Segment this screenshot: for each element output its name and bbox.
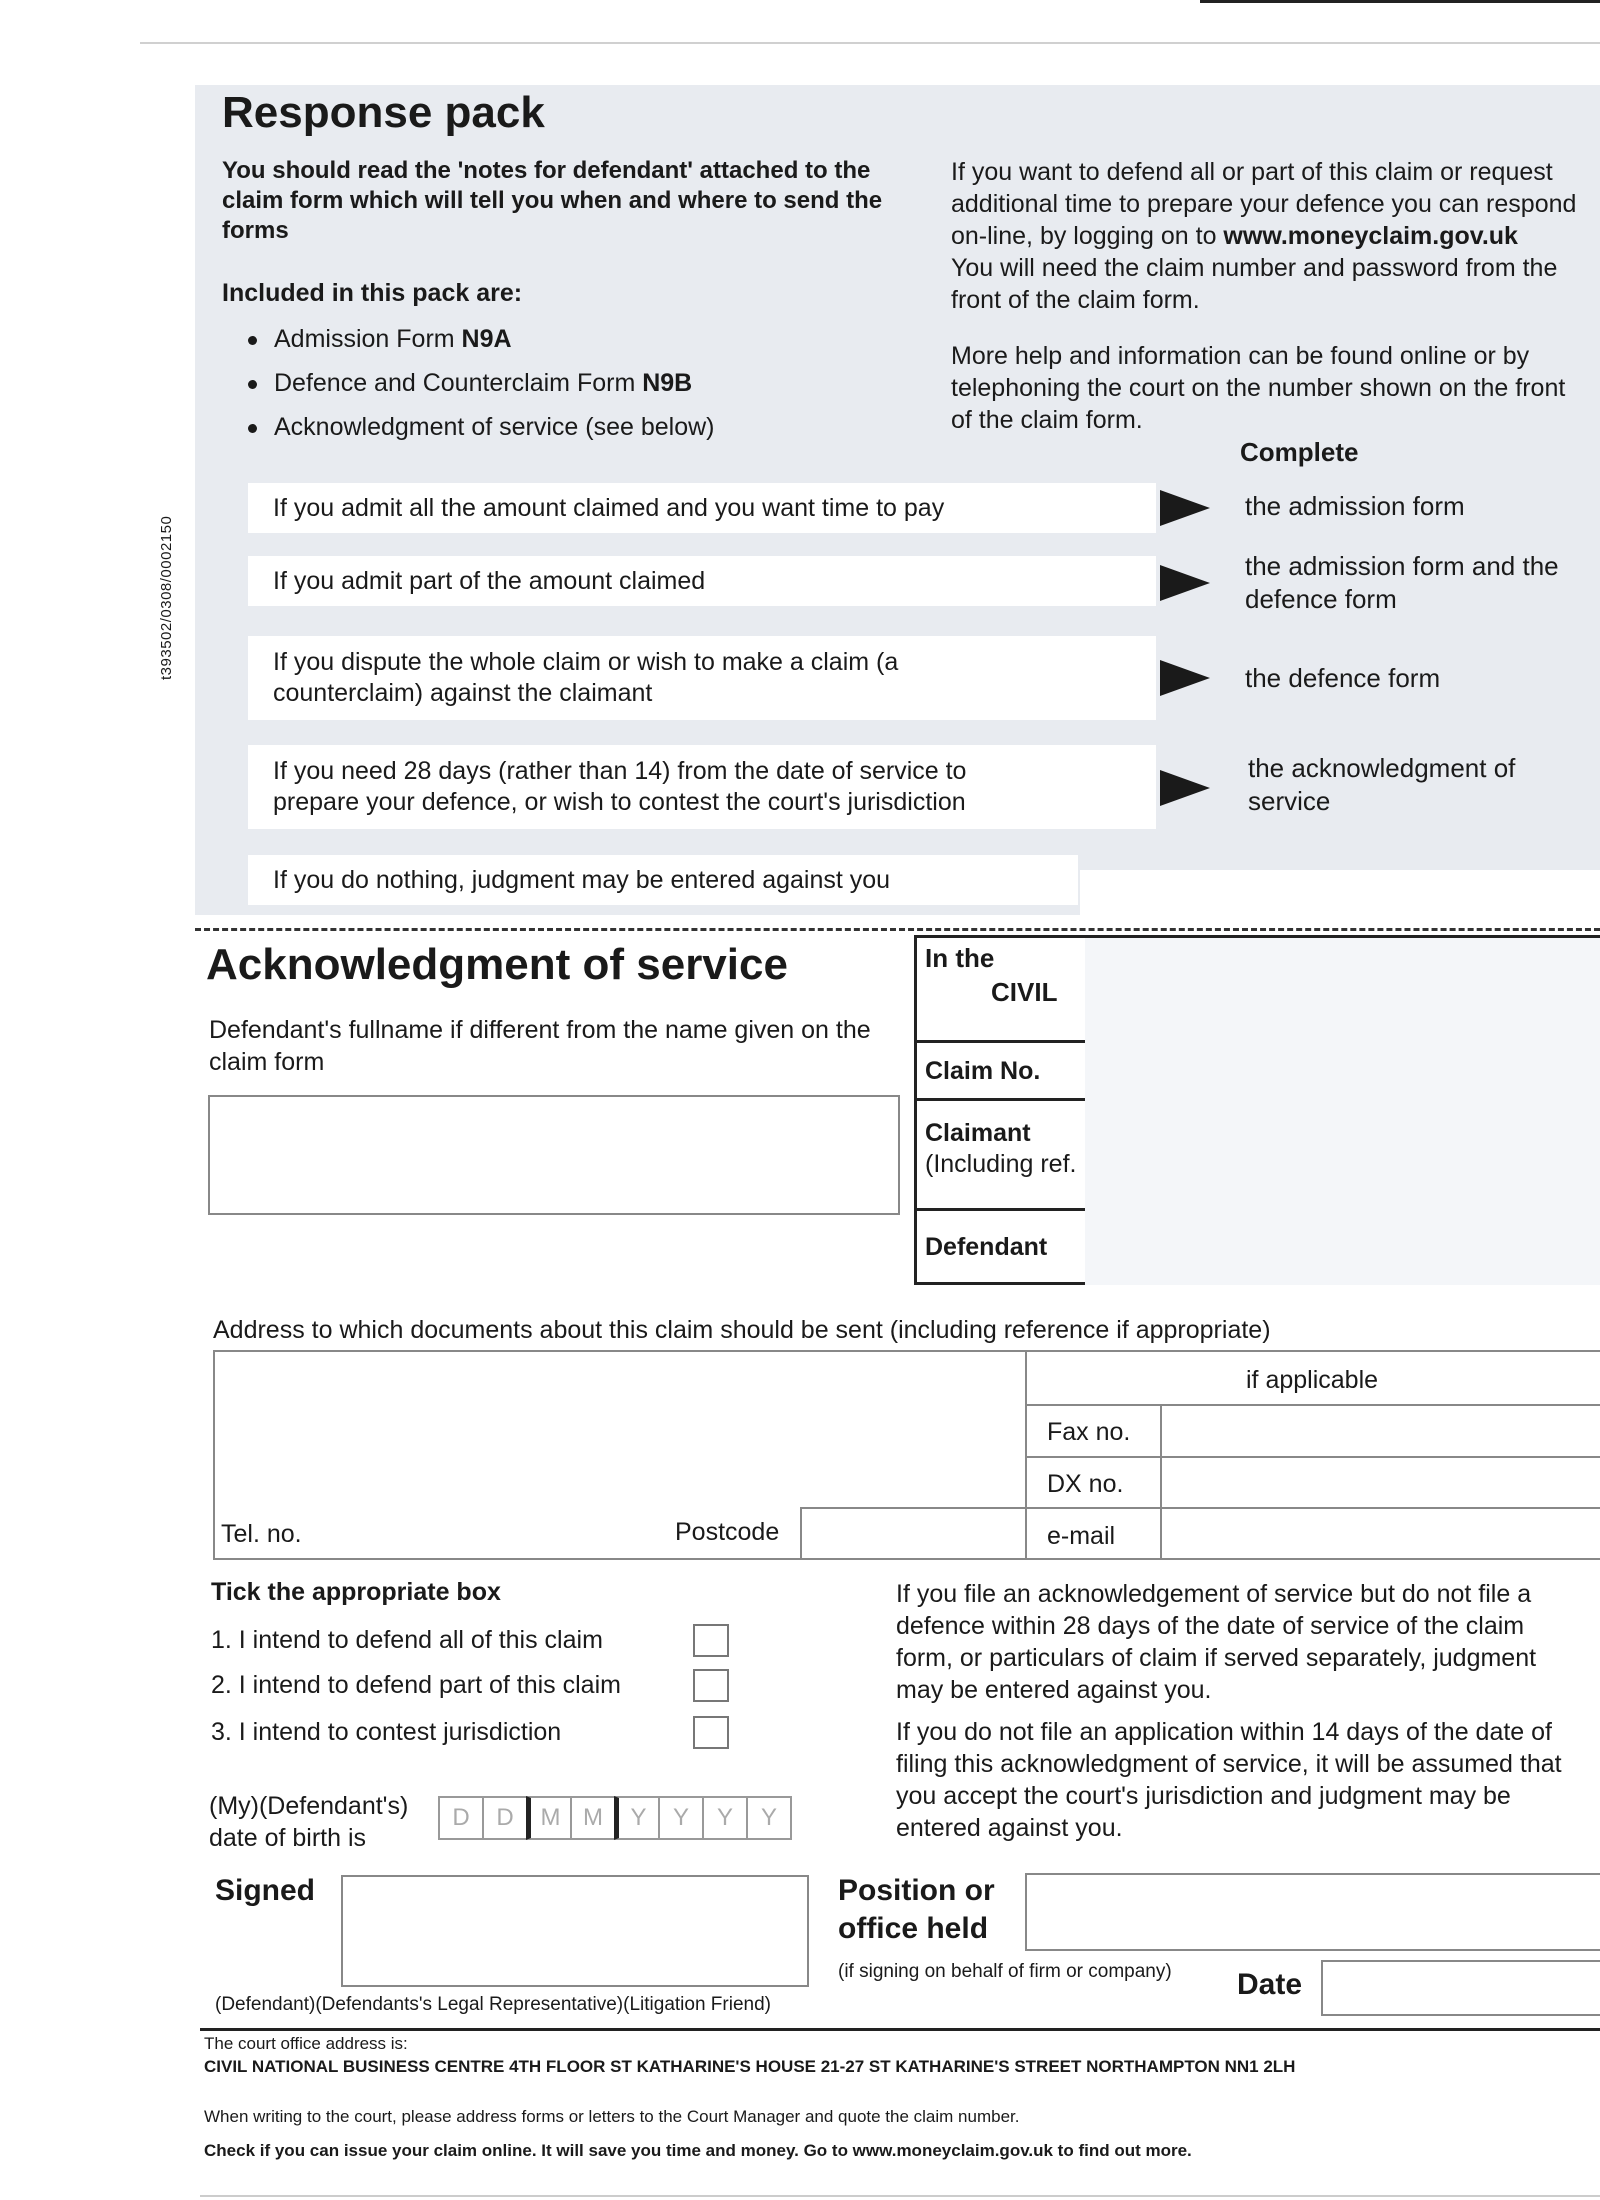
position-label: Position or office held xyxy=(838,1874,995,1945)
address-grid xyxy=(213,1350,1600,1560)
dob-day-1[interactable]: D xyxy=(438,1796,484,1840)
option-defend-all: 1. I intend to defend all of this claim xyxy=(211,1626,603,1654)
top-edge-line xyxy=(1200,0,1600,3)
complete-heading: Complete xyxy=(1240,437,1359,467)
action-admission-form: the admission form xyxy=(1245,491,1465,521)
court-address-label: The court office address is: xyxy=(204,2034,408,2053)
defendant-cell: Defendant xyxy=(925,1233,1048,1261)
arrow-icon xyxy=(1160,565,1210,601)
fax-label: Fax no. xyxy=(1047,1418,1131,1446)
claimant-cell: Claimant (Including ref. xyxy=(917,1101,1085,1211)
fullname-label: Defendant's fullname if different from the name given on the claim form xyxy=(209,1016,871,1076)
court-details-values xyxy=(1085,938,1600,1285)
list-item: Defence and Counterclaim Form N9B xyxy=(244,367,804,411)
claim-no-cell: Claim No. xyxy=(917,1043,1085,1101)
response-pack-intro: You should read the 'notes for defendant' attached to the claim form which will tell you when and where to send the forms xyxy=(222,157,883,244)
dob-input[interactable] xyxy=(438,1796,790,1840)
footer-rule xyxy=(200,2028,1600,2031)
condition-row-admit-part: If you admit part of the amount claimed xyxy=(248,556,1156,606)
side-form-code: t393502/0308/0002150 xyxy=(158,515,175,680)
cut-line xyxy=(195,928,1600,931)
moneyclaim-link[interactable]: www.moneyclaim.gov.uk xyxy=(1223,222,1518,250)
option-defend-part: 2. I intend to defend part of this claim xyxy=(211,1671,621,1699)
writing-note: When writing to the court, please address forms or letters to the Court Manager and quote the claim number. xyxy=(204,2107,1020,2126)
checkbox-defend-all[interactable] xyxy=(693,1624,729,1657)
condition-row-do-nothing: If you do nothing, judgment may be entered against you xyxy=(248,855,1078,905)
list-item: Acknowledgment of service (see below) xyxy=(244,411,804,455)
fax-input[interactable] xyxy=(1162,1406,1600,1456)
signature-input[interactable] xyxy=(341,1875,809,1987)
position-caption: (if signing on behalf of firm or company) xyxy=(838,1961,1172,1982)
court-address: CIVIL NATIONAL BUSINESS CENTRE 4TH FLOOR ST KATHARINE'S HOUSE 21-27 ST KATHARINE'S STREET NORTHAMPTON NN1 2LH xyxy=(204,2057,1296,2076)
condition-row-need-28-days: If you need 28 days (rather than 14) from the date of service to prepare your defence, or wish to contest the court's jurisdiction xyxy=(248,745,1156,829)
signed-caption: (Defendant)(Defendants's Legal Representative)(Litigation Friend) xyxy=(215,1994,771,2015)
notice-jurisdiction-14-days: If you do not file an application within 14 days of the date of filing this acknowledgment of service, it will be assumed that you accept the court's jurisdiction and judgment may be entered against you. xyxy=(896,1718,1562,1842)
dob-label: (My)(Defendant's) date of birth is xyxy=(209,1792,409,1852)
action-defence-form: the defence form xyxy=(1245,663,1441,693)
court-details-box xyxy=(914,935,1600,1285)
dx-label: DX no. xyxy=(1047,1470,1124,1498)
dob-month-1[interactable]: M xyxy=(526,1796,572,1840)
signed-label: Signed xyxy=(215,1874,316,1907)
bottom-rule xyxy=(200,2195,1600,2197)
checkbox-defend-part[interactable] xyxy=(693,1669,729,1702)
fullname-input[interactable] xyxy=(208,1095,900,1215)
help-text: More help and information can be found online or by telephoning the court on the number shown on the front of the claim form. xyxy=(951,342,1566,434)
online-note: Check if you can issue your claim online. It will save you time and money. Go to www.moneyclaim.gov.uk to find out more. xyxy=(204,2141,1192,2160)
dob-day-2[interactable]: D xyxy=(482,1796,528,1840)
position-input[interactable] xyxy=(1025,1873,1600,1951)
included-list xyxy=(244,323,804,455)
date-input[interactable] xyxy=(1321,1960,1600,2016)
included-heading: Included in this pack are: xyxy=(222,279,523,307)
arrow-icon xyxy=(1160,490,1210,526)
dob-year-2[interactable]: Y xyxy=(658,1796,704,1840)
tel-label: Tel. no. xyxy=(221,1520,302,1548)
dob-year-1[interactable]: Y xyxy=(614,1796,660,1840)
response-pack-title: Response pack xyxy=(222,88,545,137)
if-applicable-label: if applicable xyxy=(1246,1366,1379,1394)
arrow-icon xyxy=(1160,660,1210,696)
list-item: Admission Form N9A xyxy=(244,323,804,367)
action-acknowledgment: the acknowledgment of service xyxy=(1248,753,1516,816)
arrow-icon xyxy=(1160,770,1210,806)
postcode-input[interactable] xyxy=(802,1509,1024,1558)
email-label: e-mail xyxy=(1047,1522,1116,1550)
ack-title: Acknowledgment of service xyxy=(206,940,788,989)
option-contest-jurisdiction: 3. I intend to contest jurisdiction xyxy=(211,1718,562,1746)
postcode-label: Postcode xyxy=(675,1518,780,1546)
condition-row-dispute: If you dispute the whole claim or wish to make a claim (a counterclaim) against the claimant xyxy=(248,636,1156,720)
tick-heading: Tick the appropriate box xyxy=(211,1578,501,1606)
panel-cutout xyxy=(1080,870,1600,930)
condition-row-admit-all: If you admit all the amount claimed and you want time to pay xyxy=(248,483,1156,533)
court-name-cell: In the CIVIL xyxy=(917,938,1085,1043)
dob-year-4[interactable]: Y xyxy=(746,1796,792,1840)
date-label: Date xyxy=(1237,1968,1303,2001)
address-label: Address to which documents about this claim should be sent (including reference if appropriate) xyxy=(213,1316,1271,1344)
dx-input[interactable] xyxy=(1162,1458,1600,1507)
notice-defence-28-days: If you file an acknowledgement of service but do not file a defence within 28 days of the date of service of the claim form, or particulars of claim if served separately, judgment may be entered against you. xyxy=(896,1580,1537,1704)
top-rule xyxy=(140,42,1600,44)
dob-month-2[interactable]: M xyxy=(570,1796,616,1840)
checkbox-contest-jurisdiction[interactable] xyxy=(693,1716,729,1749)
online-response-text: If you want to defend all or part of this claim or request additional time to prepare your defence you can respond on-line, by logging on to www.moneyclaim.gov.uk You will need the claim number and password from the front of the claim form. xyxy=(951,158,1577,314)
dob-year-3[interactable]: Y xyxy=(702,1796,748,1840)
email-input[interactable] xyxy=(1162,1509,1600,1558)
action-admission-and-defence: the admission form and the defence form xyxy=(1245,551,1559,614)
